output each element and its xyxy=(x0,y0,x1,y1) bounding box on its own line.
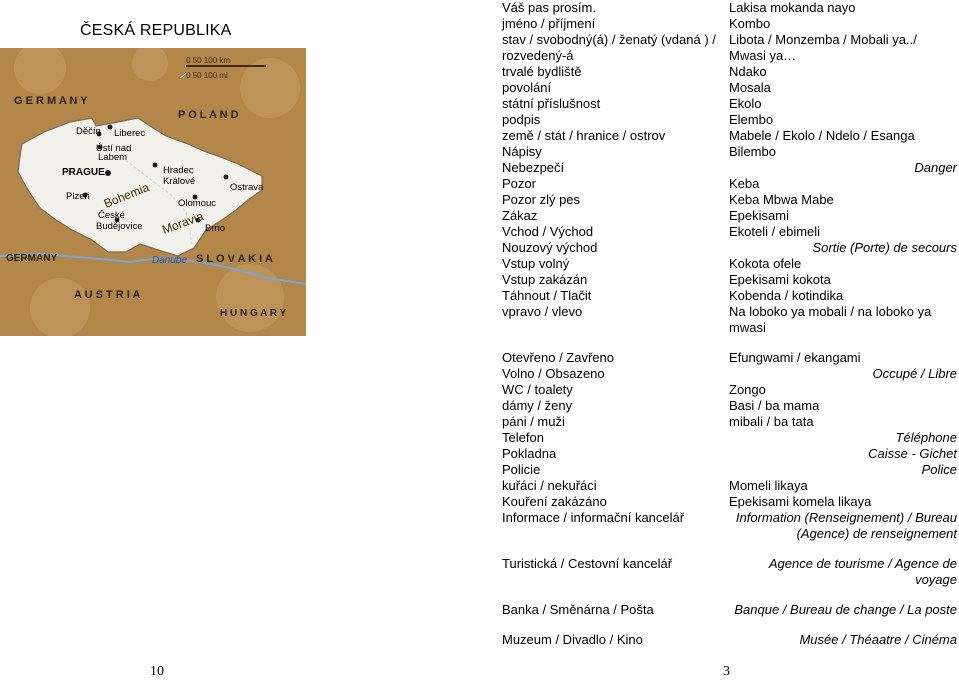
czech-phrase: jméno / příjmení xyxy=(502,16,596,31)
czech-phrase: kuřáci / nekuřáci xyxy=(502,478,597,493)
phrase-row xyxy=(502,240,957,256)
phrase-row xyxy=(502,602,957,618)
czech-phrase: Vstup zakázán xyxy=(502,272,588,287)
czech-phrase: Vstup volný xyxy=(502,256,570,271)
translated-phrase: Kobenda / kotindika xyxy=(729,288,844,303)
translated-phrase: Keba Mbwa Mabe xyxy=(729,192,834,207)
czech-phrase: Vchod / Východ xyxy=(502,224,594,239)
translated-phrase: Bilembo xyxy=(729,144,776,159)
phrase-row xyxy=(502,256,957,272)
translated-phrase: Keba xyxy=(729,176,760,191)
phrase-table xyxy=(502,0,957,648)
phrase-row xyxy=(502,160,957,176)
label-decin: Děčín xyxy=(76,126,101,137)
phrase-row xyxy=(502,16,957,32)
scale-mi-label: 0 50 100 mi xyxy=(186,71,228,80)
label-germany-top: G E R M A N Y xyxy=(14,95,88,107)
translated-phrase: Zongo xyxy=(729,382,766,397)
phrase-row xyxy=(502,80,957,96)
map-image xyxy=(0,48,306,336)
scale-km-label: 0 50 100 km xyxy=(186,56,231,65)
czech-phrase: země / stát / hranice / ostrov xyxy=(502,128,666,143)
page-number-right: 3 xyxy=(723,664,730,679)
phrase-row xyxy=(502,208,957,224)
czech-phrase: Banka / Směnárna / Pošta xyxy=(502,602,654,617)
czech-phrase: státní příslušnost xyxy=(502,96,601,111)
czech-phrase: trvalé bydliště xyxy=(502,64,582,79)
phrase-row xyxy=(502,0,957,16)
czech-phrase: Pozor zlý pes xyxy=(502,192,581,207)
phrase-row xyxy=(502,494,957,510)
label-germany-left: GERMANY xyxy=(6,253,58,264)
phrase-row xyxy=(502,288,957,304)
czech-phrase: Turistická / Cestovní kancelář xyxy=(502,556,673,571)
czech-phrase: podpis xyxy=(502,112,541,127)
czech-phrase: Volno / Obsazeno xyxy=(502,366,605,381)
label-hungary: H U N G A R Y xyxy=(220,308,287,319)
translated-phrase: mibali / ba tata xyxy=(729,414,814,429)
translated-phrase: Musée / Théaatre / Cinéma xyxy=(799,632,957,647)
translated-phrase: Epekisami xyxy=(729,208,789,223)
phrase-row xyxy=(502,176,957,192)
czech-phrase: Policie xyxy=(502,462,541,477)
label-liberec: Liberec xyxy=(114,128,146,139)
czech-phrase: Nebezpečí xyxy=(502,160,565,175)
czech-phrase: WC / toalety xyxy=(502,382,573,397)
translated-phrase: Efungwami / ekangami xyxy=(729,350,861,365)
phrase-row xyxy=(502,112,957,128)
label-moravia: Moravia xyxy=(160,209,206,237)
czech-phrase: Pokladna xyxy=(502,446,557,461)
label-prague: PRAGUE xyxy=(62,167,105,178)
translated-phrase: Kokota ofele xyxy=(729,256,802,271)
phrase-row xyxy=(502,462,957,478)
label-slovakia: S L O V A K I A xyxy=(196,253,273,265)
phrase-row xyxy=(502,478,957,494)
translated-phrase: Kombo xyxy=(729,16,771,31)
translated-phrase: Danger xyxy=(914,160,957,175)
phrase-row xyxy=(502,48,957,64)
page-number-left: 10 xyxy=(150,664,164,679)
label-hradec-2: Králové xyxy=(163,176,196,187)
czech-phrase: Zákaz xyxy=(502,208,538,223)
label-bohemia: Bohemia xyxy=(101,180,152,211)
phrase-row xyxy=(502,64,957,80)
phrase-row xyxy=(502,304,957,336)
label-usti-2: Labem xyxy=(98,152,128,163)
phrase-row xyxy=(502,128,957,144)
translated-phrase: Ndako xyxy=(729,64,767,79)
label-poland: P O L A N D xyxy=(178,109,239,121)
czech-map xyxy=(0,48,306,336)
translated-phrase: Ekoteli / ebimeli xyxy=(729,224,821,239)
phrase-row xyxy=(502,398,957,414)
phrase-row xyxy=(502,272,957,288)
translated-phrase: Epekisami komela likaya xyxy=(729,494,872,509)
translated-phrase: Basi / ba mama xyxy=(729,398,820,413)
page-title: ČESKÁ REPUBLIKA xyxy=(80,22,232,39)
translated-phrase: Information (Renseignement) / Bureau (Agence) de renseignement xyxy=(735,510,957,541)
czech-phrase: Pozor xyxy=(502,176,536,191)
czech-phrase: Telefon xyxy=(502,430,544,445)
label-ostrava: Ostrava xyxy=(230,182,264,193)
czech-phrase: Váš pas prosím. xyxy=(502,0,596,15)
label-plzen: Plzeň xyxy=(66,191,90,202)
translated-phrase: Sortie (Porte) de secours xyxy=(812,240,957,255)
phrase-row xyxy=(502,382,957,398)
phrase-row xyxy=(502,510,957,542)
label-olomouc: Olomouc xyxy=(178,198,217,209)
czech-phrase: stav / svobodný(á) / ženatý (vdaná ) / xyxy=(502,32,716,47)
translated-phrase: Na loboko ya mobali / na loboko ya mwasi xyxy=(729,304,932,335)
translated-phrase: Mwasi ya… xyxy=(729,48,797,63)
czech-phrase: Otevřeno / Zavřeno xyxy=(502,350,614,365)
phrase-row xyxy=(502,96,957,112)
translated-phrase: Ekolo xyxy=(729,96,762,111)
translated-phrase: Mosala xyxy=(729,80,771,95)
translated-phrase: Caisse - Gichet xyxy=(868,446,957,461)
label-danube: Danube xyxy=(152,255,188,266)
translated-phrase: Occupé / Libre xyxy=(872,366,957,381)
phrase-row xyxy=(502,446,957,462)
translated-phrase: Police xyxy=(921,462,957,477)
czech-phrase: Informace / informační kancelář xyxy=(502,510,685,525)
label-austria: A U S T R I A xyxy=(74,289,141,301)
label-ceske-2: Budějovice xyxy=(96,221,143,232)
czech-phrase: povolání xyxy=(502,80,552,95)
translated-phrase: Téléphone xyxy=(895,430,957,445)
translated-phrase: Momeli likaya xyxy=(729,478,808,493)
translated-phrase: Elembo xyxy=(729,112,774,127)
translated-phrase: Libota / Monzemba / Mobali ya../ xyxy=(729,32,917,47)
phrase-row xyxy=(502,632,957,648)
czech-phrase: Muzeum / Divadlo / Kino xyxy=(502,632,643,647)
phrase-row xyxy=(502,192,957,208)
phrase-row xyxy=(502,224,957,240)
phrase-row xyxy=(502,32,957,48)
czech-phrase: Kouření zakázáno xyxy=(502,494,607,509)
czech-phrase: Táhnout / Tlačit xyxy=(502,288,592,303)
label-ceske-1: České xyxy=(98,210,125,221)
phrase-row xyxy=(502,556,957,588)
czech-phrase: vpravo / vlevo xyxy=(502,304,583,319)
translated-phrase: Lakisa mokanda nayo xyxy=(729,0,856,15)
translated-phrase: Banque / Bureau de change / La poste xyxy=(734,602,957,617)
czech-phrase: dámy / ženy xyxy=(502,398,573,413)
czech-phrase: páni / muži xyxy=(502,414,565,429)
czech-phrase: rozvedený-á xyxy=(502,48,574,63)
czech-phrase: Nouzový východ xyxy=(502,240,598,255)
label-usti-1: Ústí nad xyxy=(96,143,132,154)
czech-phrase: Nápisy xyxy=(502,144,542,159)
phrase-row xyxy=(502,144,957,160)
label-brno: Brno xyxy=(205,223,226,234)
translated-phrase: Mabele / Ekolo / Ndelo / Esanga xyxy=(729,128,915,143)
phrase-row xyxy=(502,366,957,382)
translated-phrase: Agence de tourisme / Agence de voyage xyxy=(768,556,957,587)
phrase-row xyxy=(502,350,957,366)
translated-phrase: Epekisami kokota xyxy=(729,272,831,287)
label-hradec-1: Hradec xyxy=(163,165,194,176)
phrase-row xyxy=(502,430,957,446)
phrase-row xyxy=(502,414,957,430)
